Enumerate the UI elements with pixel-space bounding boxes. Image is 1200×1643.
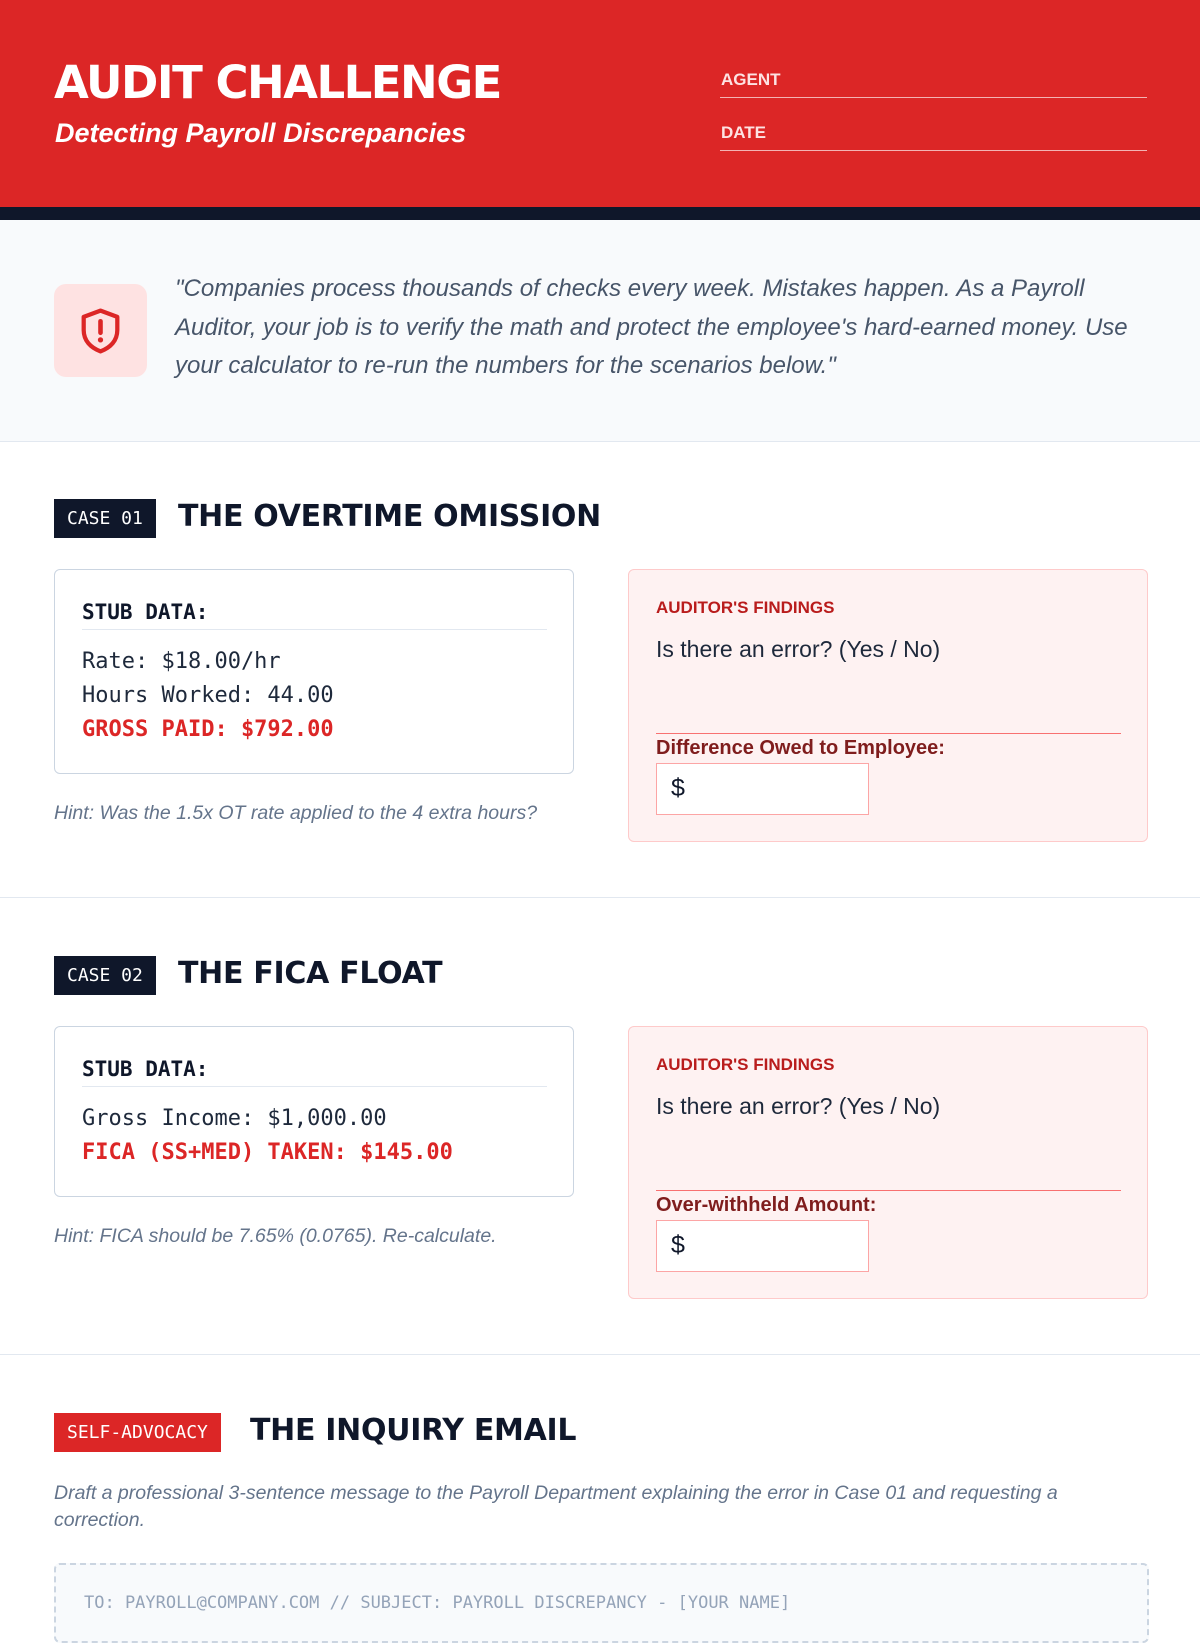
stub-heading: STUB DATA:: [82, 600, 547, 630]
case-02-title: THE FICA FLOAT: [178, 956, 443, 991]
header-banner: [0, 0, 1200, 207]
over-withheld-label: Over-withheld Amount:: [656, 1194, 877, 1216]
intro-section: [0, 220, 1200, 442]
date-label: DATE: [721, 123, 767, 142]
email-instructions: Draft a professional 3-sentence message to the Payroll Department explaining the error in Case 01 and requesting a correction.: [54, 1482, 1058, 1531]
section-divider: [0, 897, 1200, 898]
error-question: Is there an error? (Yes / No): [656, 636, 941, 662]
currency-symbol: $: [671, 1231, 685, 1259]
intro-icon-container: [54, 284, 147, 377]
stub-fica-taken-line: FICA (SS+MED) TAKEN: $145.00: [82, 1140, 453, 1165]
stub-rate-line: Rate: $18.00/hr: [82, 649, 281, 674]
page-title: AUDIT CHALLENGE: [54, 56, 501, 109]
section-divider: [0, 1354, 1200, 1355]
case-02-tag: CASE 02: [54, 956, 156, 995]
self-advocacy-tag: SELF-ADVOCACY: [54, 1413, 221, 1452]
email-placeholder: TO: PAYROLL@COMPANY.COM // SUBJECT: PAYROLL DISCREPANCY - [YOUR NAME]: [84, 1593, 791, 1613]
intro-quote: "Companies process thousands of checks every week. Mistakes happen. As a Payroll Auditor, your job is to verify the math and protect the employee's hard-earned money. Use your calculator to re-run the numbers for the scenarios below.": [175, 275, 1128, 379]
case-02-hint: Hint: FICA should be 7.65% (0.0765). Re-calculate.: [54, 1225, 497, 1247]
error-question: Is there an error? (Yes / No): [656, 1093, 941, 1119]
page-subtitle: Detecting Payroll Discrepancies: [55, 118, 467, 148]
difference-owed-label: Difference Owed to Employee:: [656, 737, 945, 759]
stub-hours-line: Hours Worked: 44.00: [82, 683, 334, 708]
email-section-title: THE INQUIRY EMAIL: [250, 1413, 577, 1448]
case-01-stub-card: [54, 569, 574, 774]
email-draft-textarea[interactable]: [54, 1563, 1149, 1643]
agent-label: AGENT: [721, 70, 781, 89]
findings-label: AUDITOR'S FINDINGS: [656, 598, 835, 617]
error-answer-line[interactable]: [656, 733, 1121, 734]
findings-label: AUDITOR'S FINDINGS: [656, 1055, 835, 1074]
shield-alert-icon: [79, 308, 122, 354]
difference-owed-input[interactable]: [656, 763, 869, 815]
case-02-findings-panel: [628, 1026, 1148, 1299]
case-01-tag: CASE 01: [54, 499, 156, 538]
case-02-stub-card: [54, 1026, 574, 1197]
stub-gross-income-line: Gross Income: $1,000.00: [82, 1106, 387, 1131]
over-withheld-input[interactable]: [656, 1220, 869, 1272]
stub-gross-paid-line: GROSS PAID: $792.00: [82, 717, 334, 742]
currency-symbol: $: [671, 774, 685, 802]
case-01-findings-panel: [628, 569, 1148, 842]
agent-field[interactable]: [720, 68, 1147, 98]
header-divider-bar: [0, 207, 1200, 220]
case-01-title: THE OVERTIME OMISSION: [178, 499, 601, 534]
error-answer-line[interactable]: [656, 1190, 1121, 1191]
date-field[interactable]: [720, 121, 1147, 151]
stub-heading: STUB DATA:: [82, 1057, 547, 1087]
case-01-hint: Hint: Was the 1.5x OT rate applied to the 4 extra hours?: [54, 802, 538, 824]
